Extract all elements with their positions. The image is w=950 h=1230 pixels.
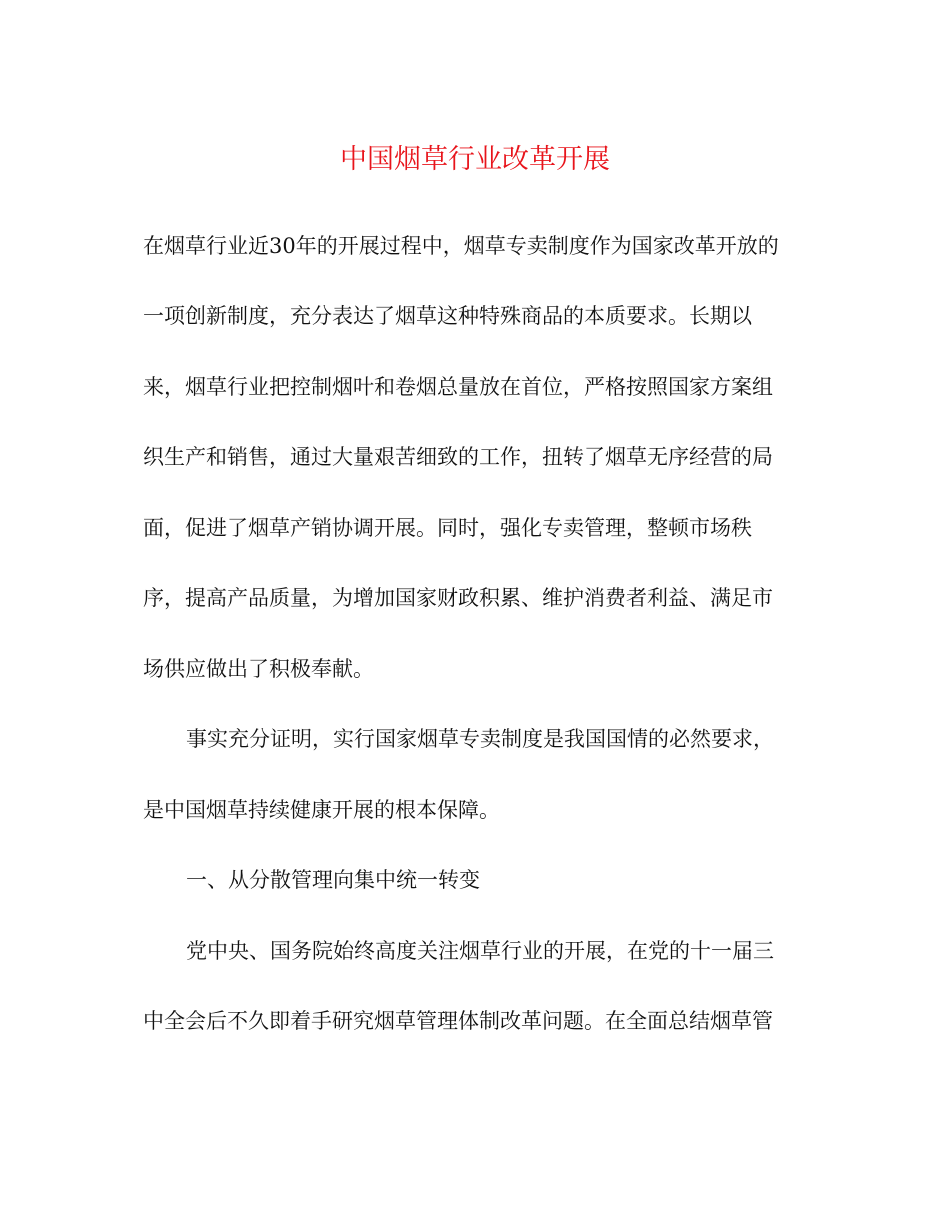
paragraph-2-line-2: 是中国烟草持续健康开展的根本保障。 [143,798,500,822]
document-title: 中国烟草行业改革开展 [340,144,610,175]
paragraph-1-line-7: 场供应做出了积极奉献。 [143,657,374,681]
paragraph-1-line-4: 织生产和销售，通过大量艰苦细致的工作，扭转了烟草无序经营的局 [143,445,773,469]
paragraph-4-line-1: 党中央、国务院始终高度关注烟草行业的开展，在党的十一届三 [186,939,774,963]
paragraph-4-line-2: 中全会后不久即着手研究烟草管理体制改革问题。在全面总结烟草管 [143,1009,773,1033]
paragraph-1-line-1: 在烟草行业近30年的开展过程中，烟草专卖制度作为国家改革开放的 [143,234,779,258]
paragraph-1-line-5: 面，促进了烟草产销协调开展。同时，强化专卖管理，整顿市场秩 [143,516,752,540]
paragraph-1-line-6: 序，提高产品质量，为增加国家财政积累、维护消费者利益、满足市 [143,586,773,610]
paragraph-1-line-3: 来，烟草行业把控制烟叶和卷烟总量放在首位，严格按照国家方案组 [143,375,773,399]
section-heading: 一、从分散管理向集中统一转变 [186,868,480,892]
paragraph-2-line-1: 事实充分证明，实行国家烟草专卖制度是我国国情的必然要求， [186,727,774,751]
paragraph-1-line-2: 一项创新制度，充分表达了烟草这种特殊商品的本质要求。长期以 [143,304,752,328]
